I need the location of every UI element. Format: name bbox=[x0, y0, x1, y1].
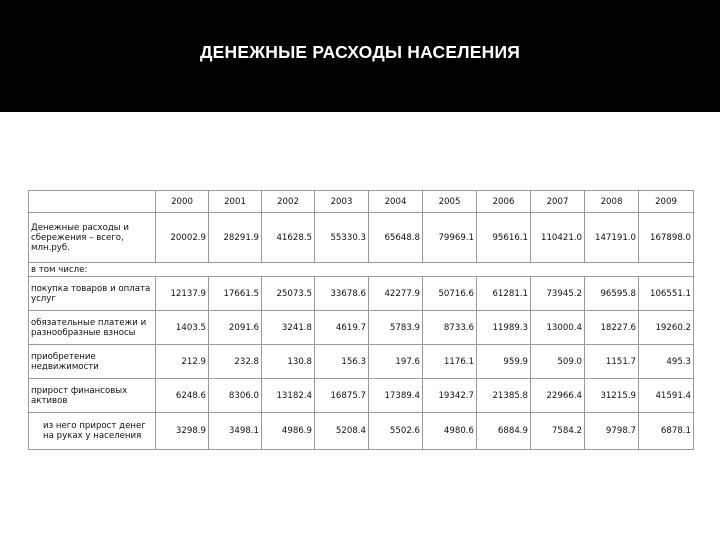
table-cell: 79969.1 bbox=[423, 213, 477, 263]
section-label: в том числе: bbox=[29, 263, 156, 277]
year-header: 2006 bbox=[477, 191, 531, 213]
table-cell: 13182.4 bbox=[262, 379, 315, 413]
table-cell: 13000.4 bbox=[531, 311, 585, 345]
table-cell: 33678.6 bbox=[315, 277, 369, 311]
table-row bbox=[29, 379, 694, 413]
year-header: 2009 bbox=[639, 191, 694, 213]
table-cell: 11989.3 bbox=[477, 311, 531, 345]
table-cell: 41591.4 bbox=[639, 379, 694, 413]
year-header: 2004 bbox=[369, 191, 423, 213]
table-cell: 73945.2 bbox=[531, 277, 585, 311]
row-label: прирост финансовых активов bbox=[29, 379, 156, 413]
table-cell: 106551.1 bbox=[639, 277, 694, 311]
table-cell: 17389.4 bbox=[369, 379, 423, 413]
table-cell: 2091.6 bbox=[209, 311, 262, 345]
table-cell: 3241.8 bbox=[262, 311, 315, 345]
header-corner bbox=[29, 191, 156, 213]
table-cell: 8306.0 bbox=[209, 379, 262, 413]
table-cell: 6884.9 bbox=[477, 413, 531, 450]
table-row bbox=[29, 345, 694, 379]
header-row bbox=[29, 191, 694, 213]
table-cell: 130.8 bbox=[262, 345, 315, 379]
section-spacer bbox=[156, 263, 694, 277]
table-cell: 28291.9 bbox=[209, 213, 262, 263]
table-cell: 4619.7 bbox=[315, 311, 369, 345]
table-cell: 50716.6 bbox=[423, 277, 477, 311]
year-header: 2008 bbox=[585, 191, 639, 213]
table-cell: 147191.0 bbox=[585, 213, 639, 263]
table-cell: 25073.5 bbox=[262, 277, 315, 311]
table-cell: 5783.9 bbox=[369, 311, 423, 345]
table-cell: 509.0 bbox=[531, 345, 585, 379]
year-header: 2007 bbox=[531, 191, 585, 213]
table-cell: 18227.6 bbox=[585, 311, 639, 345]
table-cell: 95616.1 bbox=[477, 213, 531, 263]
table-cell: 31215.9 bbox=[585, 379, 639, 413]
slide-title: ДЕНЕЖНЫЕ РАСХОДЫ НАСЕЛЕНИЯ bbox=[199, 42, 521, 62]
table-cell: 65648.8 bbox=[369, 213, 423, 263]
table-cell: 42277.9 bbox=[369, 277, 423, 311]
table-cell: 16875.7 bbox=[315, 379, 369, 413]
table-cell: 3298.9 bbox=[156, 413, 209, 450]
table-cell: 959.9 bbox=[477, 345, 531, 379]
table-cell: 212.9 bbox=[156, 345, 209, 379]
table-cell: 6248.6 bbox=[156, 379, 209, 413]
row-label: из него прирост денег на руках у населения bbox=[29, 413, 156, 450]
year-header: 2002 bbox=[262, 191, 315, 213]
table-cell: 96595.8 bbox=[585, 277, 639, 311]
table-cell: 12137.9 bbox=[156, 277, 209, 311]
row-label: Денежные расходы и сбережения – всего, млн.руб. bbox=[29, 213, 156, 263]
row-label: обязательные платежи и разнообразные взносы bbox=[29, 311, 156, 345]
table-cell: 19342.7 bbox=[423, 379, 477, 413]
year-header: 2001 bbox=[209, 191, 262, 213]
table-cell: 21385.8 bbox=[477, 379, 531, 413]
row-label: покупка товаров и оплата услуг bbox=[29, 277, 156, 311]
table-row bbox=[29, 263, 694, 277]
table-cell: 20002.9 bbox=[156, 213, 209, 263]
table-cell: 9798.7 bbox=[585, 413, 639, 450]
table-cell: 7584.2 bbox=[531, 413, 585, 450]
table-cell: 197.6 bbox=[369, 345, 423, 379]
table-cell: 4980.6 bbox=[423, 413, 477, 450]
expenses-table bbox=[28, 190, 694, 450]
table-cell: 19260.2 bbox=[639, 311, 694, 345]
table-row bbox=[29, 277, 694, 311]
table-cell: 5208.4 bbox=[315, 413, 369, 450]
table-cell: 55330.3 bbox=[315, 213, 369, 263]
table-cell: 1403.5 bbox=[156, 311, 209, 345]
table-cell: 1176.1 bbox=[423, 345, 477, 379]
table-cell: 5502.6 bbox=[369, 413, 423, 450]
table-cell: 17661.5 bbox=[209, 277, 262, 311]
row-label: приобретение недвижимости bbox=[29, 345, 156, 379]
table-cell: 495.3 bbox=[639, 345, 694, 379]
table-cell: 232.8 bbox=[209, 345, 262, 379]
table-cell: 4986.9 bbox=[262, 413, 315, 450]
table-row bbox=[29, 413, 694, 450]
table-cell: 22966.4 bbox=[531, 379, 585, 413]
table-cell: 167898.0 bbox=[639, 213, 694, 263]
table-cell: 8733.6 bbox=[423, 311, 477, 345]
table-cell: 3498.1 bbox=[209, 413, 262, 450]
table-cell: 41628.5 bbox=[262, 213, 315, 263]
year-header: 2005 bbox=[423, 191, 477, 213]
table-cell: 1151.7 bbox=[585, 345, 639, 379]
title-banner bbox=[0, 0, 720, 112]
year-header: 2003 bbox=[315, 191, 369, 213]
table-cell: 6878.1 bbox=[639, 413, 694, 450]
year-header: 2000 bbox=[156, 191, 209, 213]
table-cell: 156.3 bbox=[315, 345, 369, 379]
table-row bbox=[29, 311, 694, 345]
table-cell: 110421.0 bbox=[531, 213, 585, 263]
table-cell: 61281.1 bbox=[477, 277, 531, 311]
table-row bbox=[29, 213, 694, 263]
